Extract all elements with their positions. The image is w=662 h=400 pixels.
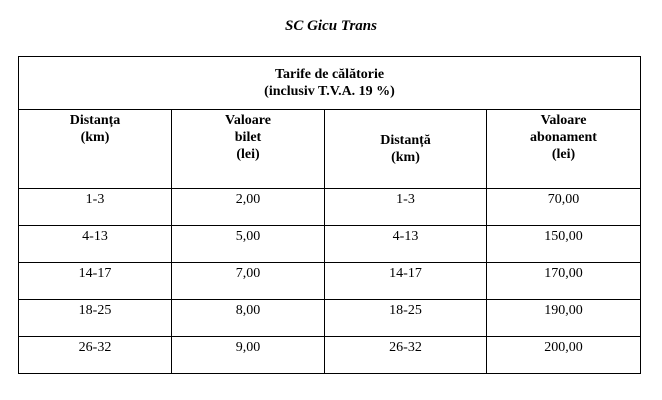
table-cell: 150,00 (487, 226, 641, 263)
column-header-distance-pass (325, 110, 487, 189)
column-header-line: Valoare (540, 113, 587, 128)
column-header-pass-value (487, 110, 641, 189)
column-header-line: (km) (80, 130, 110, 145)
table-row (19, 226, 641, 263)
table-cell: 5,00 (172, 226, 325, 263)
table-cell: 170,00 (487, 263, 641, 300)
table-cell: 18-25 (325, 300, 487, 337)
fare-table (18, 56, 641, 374)
column-header-line: (lei) (236, 147, 260, 162)
column-header-row (19, 110, 641, 189)
column-header-line: abonament (530, 130, 597, 145)
table-title: Tarife de călătorie (274, 67, 385, 82)
column-header-distance-ticket (19, 110, 172, 189)
table-cell: 1-3 (19, 189, 172, 226)
table-cell: 4-13 (19, 226, 172, 263)
table-cell: 200,00 (487, 337, 641, 374)
table-cell: 18-25 (19, 300, 172, 337)
table-cell: 14-17 (19, 263, 172, 300)
column-header-line: Distanță (380, 133, 431, 148)
table-cell: 70,00 (487, 189, 641, 226)
table-row (19, 337, 641, 374)
table-cell: 9,00 (172, 337, 325, 374)
table-row (19, 189, 641, 226)
column-header-line: (km) (391, 150, 420, 165)
table-cell: 26-32 (325, 337, 487, 374)
table-cell: 190,00 (487, 300, 641, 337)
table-cell: 4-13 (325, 226, 487, 263)
table-cell: 26-32 (19, 337, 172, 374)
table-cell: 14-17 (325, 263, 487, 300)
column-header-ticket-value (172, 110, 325, 189)
table-title-cell (19, 57, 641, 110)
table-cell: 8,00 (172, 300, 325, 337)
table-cell: 2,00 (172, 189, 325, 226)
table-row (19, 300, 641, 337)
table-cell: 1-3 (325, 189, 487, 226)
table-cell: 7,00 (172, 263, 325, 300)
table-title-row (19, 57, 641, 110)
column-header-line: bilet (234, 130, 262, 145)
column-header-line: (lei) (551, 147, 576, 162)
table-subtitle: (inclusiv T.V.A. 19 %) (264, 84, 395, 99)
table-row (19, 263, 641, 300)
column-header-line: Valoare (225, 113, 271, 128)
document-title: SC Gicu Trans (285, 18, 377, 34)
column-header-line: Distanța (69, 113, 121, 128)
